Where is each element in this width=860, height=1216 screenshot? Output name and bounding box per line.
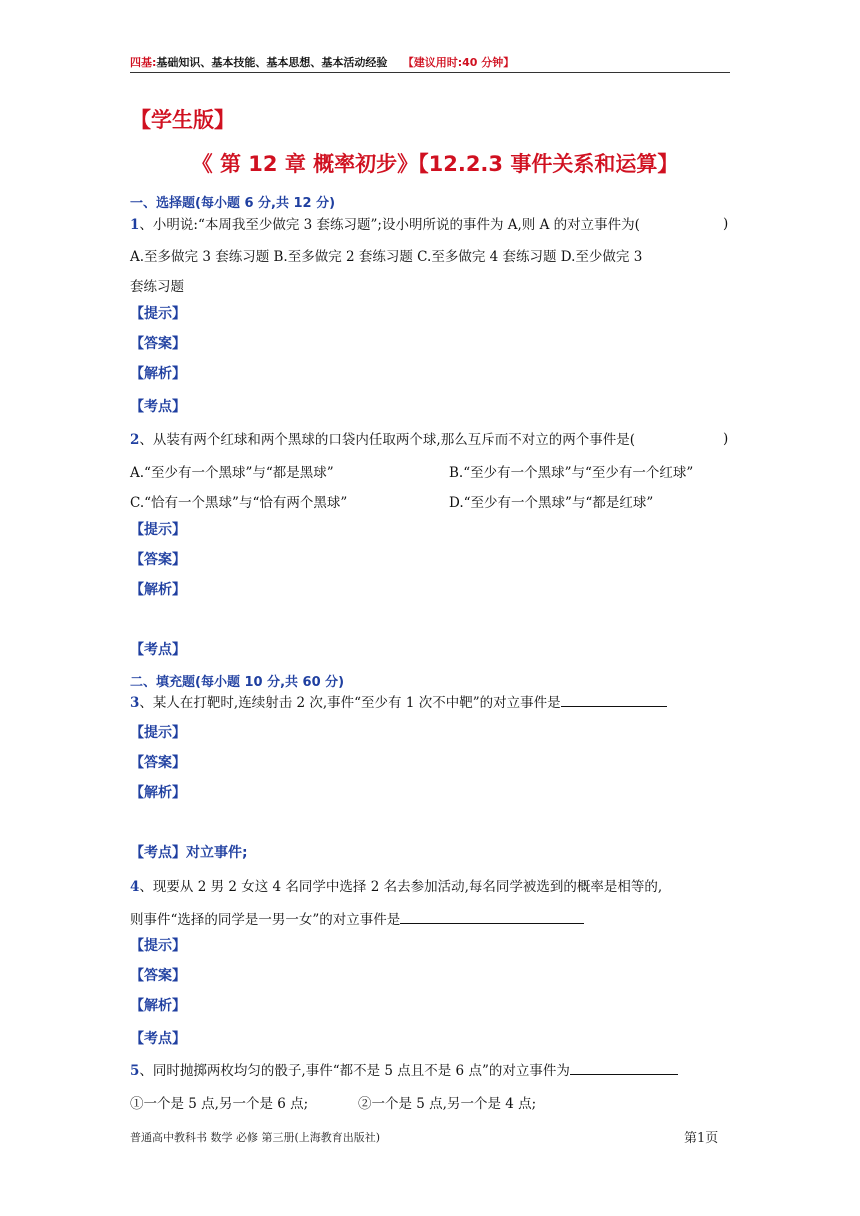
question-text: 、现要从 2 男 2 女这 4 名同学中选择 2 名去参加活动,每名同学被选到的概率是相等的, [139, 879, 663, 895]
point-label: 【考点】 [130, 399, 186, 415]
answer-paren-close: ) [723, 216, 729, 232]
header-divider [130, 72, 730, 73]
section-choice-title: 一、选择题(每小题 6 分,共 12 分) [130, 196, 336, 211]
point-value: 对立事件; [186, 845, 248, 861]
option-d: D.“至少有一个黑球”与“都是红球” [449, 495, 654, 511]
question-4 [130, 872, 730, 902]
option-b: B.“至少有一个黑球”与“至少有一个红球” [449, 465, 694, 481]
point-label: 【考点】 [130, 1031, 186, 1047]
answer-label: 【答案】 [130, 968, 186, 984]
footer-book-title: 普通高中教科书 数学 必修 第三册(上海教育出版社) [130, 1131, 381, 1144]
analysis-label: 【解析】 [130, 998, 186, 1014]
answer-blank [400, 909, 584, 924]
page-header [130, 54, 730, 70]
question-number: 4 [130, 879, 140, 895]
answer-blank [561, 692, 667, 707]
suggested-time: 【建议用时:40 分钟】 [402, 56, 515, 69]
version-label: 【学生版】 [130, 108, 235, 132]
header-label: 四基: [130, 56, 157, 69]
question-text: 、小明说:“本周我至少做完 3 套练习题”;设小明所说的事件为 A,则 A 的对立事件为( [139, 217, 640, 233]
question-4-cont: 则事件“选择的同学是一男一女”的对立事件是 [130, 908, 584, 928]
question-1-options-cont: 套练习题 [130, 279, 184, 295]
question-text: 、某人在打靶时,连续射击 2 次,事件“至少有 1 次不中靶”的对立事件是 [139, 695, 561, 711]
question-1 [130, 210, 730, 240]
hint-label: 【提示】 [130, 938, 186, 954]
question-3 [130, 688, 730, 718]
answer-label: 【答案】 [130, 552, 186, 568]
analysis-label: 【解析】 [130, 366, 186, 382]
answer-label: 【答案】 [130, 336, 186, 352]
option-c: C.“恰有一个黑球”与“恰有两个黑球” [130, 495, 348, 511]
chapter-title: 《 第 12 章 概率初步》【12.2.3 事件关系和运算】 [191, 152, 679, 176]
point-label: 【考点】 [130, 642, 186, 658]
question-text: 、从装有两个红球和两个黑球的口袋内任取两个球,那么互斥而不对立的两个事件是( [139, 432, 635, 448]
hint-label: 【提示】 [130, 306, 186, 322]
hint-label: 【提示】 [130, 522, 186, 538]
section-fill-title: 二、填充题(每小题 10 分,共 60 分) [130, 675, 345, 690]
analysis-label: 【解析】 [130, 582, 186, 598]
question-number: 3 [130, 695, 140, 711]
answer-blank [570, 1060, 678, 1075]
page-number: 第1页 [684, 1131, 719, 1146]
answer-label: 【答案】 [130, 755, 186, 771]
question-number: 1 [130, 217, 140, 233]
question-text: 、同时抛掷两枚均匀的骰子,事件“都不是 5 点且不是 6 点”的对立事件为 [139, 1063, 570, 1079]
hint-label: 【提示】 [130, 725, 186, 741]
question-number: 5 [130, 1063, 140, 1079]
header-text: 基础知识、基本技能、基本思想、基本活动经验 [156, 56, 388, 69]
answer-paren-close: ) [723, 431, 729, 447]
question-2 [130, 425, 730, 455]
question-1-options: A.至多做完 3 套练习题 B.至多做完 2 套练习题 C.至多做完 4 套练习题 D.至少做完 3 [130, 249, 643, 265]
analysis-label: 【解析】 [130, 785, 186, 801]
question-5 [130, 1056, 730, 1086]
option-a: A.“至少有一个黑球”与“都是黑球” [130, 465, 334, 481]
choice-item-1: ①一个是 5 点,另一个是 6 点; [130, 1096, 309, 1112]
point-label: 【考点】对立事件; [130, 845, 248, 861]
choice-item-2: ②一个是 5 点,另一个是 4 点; [358, 1096, 537, 1112]
question-number: 2 [130, 432, 140, 448]
